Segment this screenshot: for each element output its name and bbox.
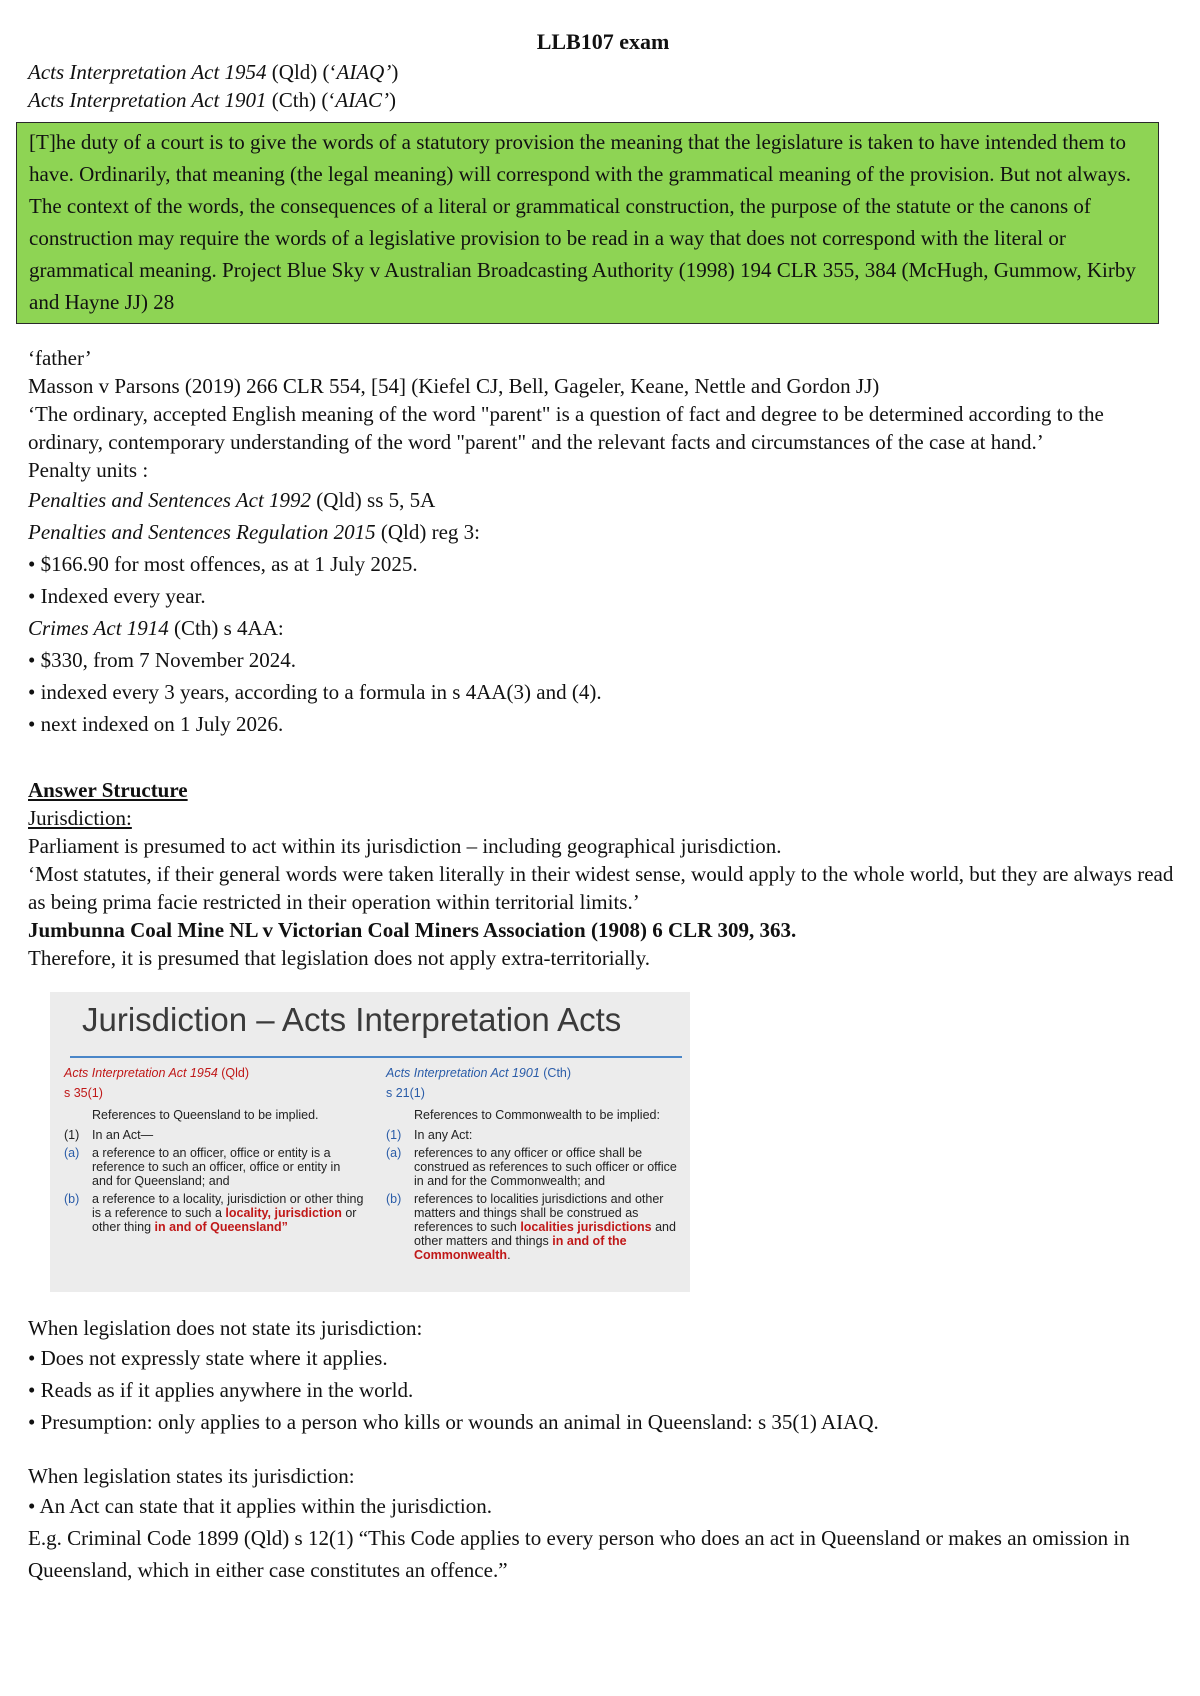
list-item: • Does not expressly state where it applies. (28, 1346, 388, 1370)
penalty-qld-bullets (28, 548, 1178, 612)
slide-cth-para-a: (a) references to any officer or office shall be construed as references to such officer or office in and for the Commonwealth; and (386, 1146, 677, 1188)
list-item: • Indexed every year. (28, 584, 206, 608)
slide-qld-section: s 35(1) (64, 1086, 103, 1100)
slide-divider (70, 1056, 682, 1058)
list-item: • Reads as if it applies anywhere in the world. (28, 1378, 414, 1402)
list-item: • Presumption: only applies to a person who kills or wounds an animal in Queensland: s 35(1) AIAQ. (28, 1410, 879, 1434)
slide-qld-column (64, 1066, 364, 1234)
penalty-cth-bullets (28, 644, 1178, 740)
penalty-heading: Penalty units : (28, 458, 149, 482)
list-item: • indexed every 3 years, according to a formula in s 4AA(3) and (4). (28, 680, 602, 704)
list-item: • next indexed on 1 July 2026. (28, 712, 284, 736)
spacer (28, 1438, 1178, 1462)
slide-cth-para-b: (b) references to localities jurisdictions and other matters and things shall be construed as references to such localities jurisdictions and other matters and things in and of the Commonwealth. (386, 1192, 676, 1262)
document-page (28, 28, 1178, 1586)
slide-cth-intro: (1) In any Act: (386, 1128, 473, 1142)
jurisdiction-conclusion: Therefore, it is presumed that legislation does not apply extra-territorially. (28, 946, 651, 970)
slide-cth-section: s 21(1) (386, 1086, 425, 1100)
slide-title: Jurisdiction – Acts Interpretation Acts (82, 1001, 622, 1038)
slide-qld-heading: References to Queensland to be implied. (92, 1108, 319, 1122)
act-name: Acts Interpretation Act 1954 (28, 60, 267, 84)
not-stated-heading: When legislation does not state its jurisdiction: (28, 1316, 423, 1340)
act-line-qld: Acts Interpretation Act 1954 (Qld) (‘AIAQ’) (28, 60, 399, 84)
father-case-citation: Masson v Parsons (2019) 266 CLR 554, [54] (Kiefel CJ, Bell, Gageler, Keane, Nettle and Gordon JJ) (28, 374, 880, 398)
stated-bullet: • An Act can state that it applies within the jurisdiction. (28, 1494, 493, 1518)
list-item: • $166.90 for most offences, as at 1 July 2025. (28, 552, 418, 576)
penalty-qld-act: Penalties and Sentences Act 1992 (Qld) ss 5, 5A (28, 488, 436, 512)
jurisdiction-subheading: Jurisdiction: (28, 806, 132, 830)
jurisdiction-slide-image (50, 992, 690, 1292)
jurisdiction-presumption: Parliament is presumed to act within its jurisdiction – including geographical jurisdiction. (28, 834, 782, 858)
slide-cth-heading: References to Commonwealth to be implied: (414, 1108, 660, 1122)
slide-qld-intro: (1) In an Act— (64, 1128, 154, 1142)
not-stated-bullets (28, 1342, 1178, 1438)
slide-cth-act: Acts Interpretation Act 1901 (Cth) (386, 1066, 572, 1080)
slide-qld-para-a: (a) a reference to an officer, office or entity is a reference to such an officer, office or entity in and for Queensland; and (64, 1146, 341, 1188)
list-item: • $330, from 7 November 2024. (28, 648, 297, 672)
highlighted-quote-box: [T]he duty of a court is to give the words of a statutory provision the meaning that the legislature is taken to have intended them to have. Ordinarily, that meaning (the legal meaning) will correspond with the grammatical meaning of the provision. But not always. The context of the words, the consequences of a literal or grammatical construction, the purpose of the statute or the canons of construction may require the words of a legislative provision to be read in a way that does not correspond with the literal or grammatical meaning. Project Blue Sky v Australian Broadcasting Authority (1998) 194 CLR 355, 384 (McHugh, Gummow, Kirby and Hayne JJ) 28 (16, 122, 1159, 324)
slide-cth-column (386, 1066, 686, 1262)
penalty-qld-regulation: Penalties and Sentences Regulation 2015 (Qld) reg 3: (28, 520, 480, 544)
document-title: LLB107 exam (536, 29, 670, 54)
act-line-cth: Acts Interpretation Act 1901 (Cth) (‘AIAC’) (28, 88, 397, 112)
answer-structure-heading: Answer Structure (28, 778, 188, 802)
slide-qld-para-b: (b) a reference to a locality, jurisdiction or other thing is a reference to such a locality, jurisdiction or other thing in and of Queensland” (64, 1192, 364, 1234)
criminal-code-example: E.g. Criminal Code 1899 (Qld) s 12(1) “This Code applies to every person who does an act in Queensland or makes an omission in Queensland, which in either case constitutes an offence.” (28, 1526, 1130, 1582)
father-term: ‘father’ (28, 346, 92, 370)
spacer (28, 740, 1178, 776)
act-name: Acts Interpretation Act 1901 (28, 88, 267, 112)
jurisdiction-quote: ‘Most statutes, if their general words were taken literally in their widest sense, would apply to the whole world, but they are always read as being prima facie restricted in their operation within territorial limits.’ (28, 862, 1174, 914)
father-quote: ‘The ordinary, accepted English meaning of the word "parent" is a question of fact and degree to be determined according to the ordinary, contemporary understanding of the word "parent" and the relevant facts and circumstances of the case at hand.’ (28, 402, 1104, 454)
slide-qld-act: Acts Interpretation Act 1954 (Qld) (64, 1066, 250, 1080)
penalty-cth-act: Crimes Act 1914 (Cth) s 4AA: (28, 616, 284, 640)
jumbunna-case-citation: Jumbunna Coal Mine NL v Victorian Coal Miners Association (1908) 6 CLR 309, 363. (28, 918, 797, 942)
stated-heading: When legislation states its jurisdiction: (28, 1464, 355, 1488)
